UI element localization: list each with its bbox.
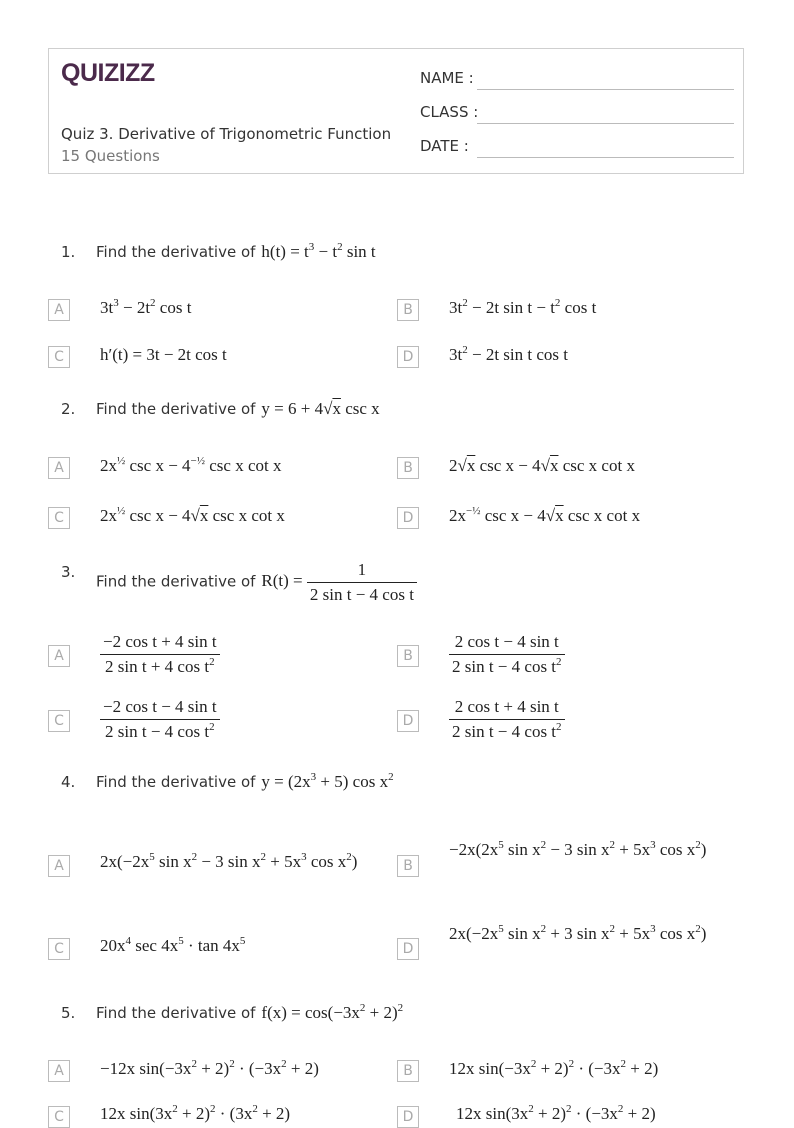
option-letter[interactable]: C	[48, 346, 70, 368]
name-line[interactable]	[477, 89, 734, 90]
name-label: NAME :	[420, 69, 474, 87]
question-prompt	[96, 558, 417, 607]
answer-option[interactable]: $-2x(2x^5$ $\sin x^2 - 3$ $\sin x^2 + 5x^3$ $\cos x^2$)	[449, 839, 707, 859]
option-letter[interactable]: D	[397, 710, 419, 732]
option-letter[interactable]: B	[397, 855, 419, 877]
name-field[interactable]	[420, 67, 734, 101]
option-letter[interactable]: D	[397, 507, 419, 529]
answer-option[interactable]: $20x^4$ $\sec 4x^5 \cdot \tan 4x^5$	[100, 935, 246, 955]
option-letter[interactable]: A	[48, 457, 70, 479]
question-prompt	[96, 242, 376, 262]
answer-option[interactable]: $2x^{\frac{1}{2}}$ $\csc x - 4^{-\frac{1}{2}}$ csc x cot x	[100, 455, 282, 475]
answer-option[interactable]: $3t^3 - 2t^2$ cos t	[100, 297, 192, 317]
date-line[interactable]	[477, 157, 734, 158]
option-letter[interactable]: A	[48, 1060, 70, 1082]
quiz-title: Quiz 3. Derivative of Trigonometric Function	[61, 125, 392, 143]
answer-option[interactable]: $3t^2 - 2t$ $\sin t - t^2$ cos t	[449, 297, 597, 317]
answer-option[interactable]: $2x^{\frac{1}{2}}$ csc x − 4√x csc x cot x	[100, 505, 285, 525]
option-letter[interactable]: A	[48, 855, 70, 877]
answer-option[interactable]: $2x(-2x^5$ $\sin x^2 - 3$ $\sin x^2 + 5x^3$ $\cos x^2$)	[100, 851, 358, 871]
math-expression: R(t) = $\frac{1}{\text{2 sin t − 4 cos t}}$	[261, 571, 417, 590]
math-expression: y = 6 + 4√x csc x	[261, 399, 380, 418]
question-number: 4.	[61, 773, 76, 791]
quizizz-logo: QUIZIZZ	[61, 59, 155, 87]
answer-option[interactable]: $\frac{\text{−2 cos t + 4 sin t}}{2 \sin t + 4 \cos t^2}$	[100, 630, 220, 679]
prompt-text: Find the derivative of	[96, 400, 256, 418]
answer-option[interactable]: $2x^{-\frac{1}{2}}$ csc x − 4√x csc x cot x	[449, 505, 641, 525]
math-expression: $f(x) = \cos(-3x^2 + 2)^2$	[261, 1002, 404, 1022]
option-letter[interactable]: C	[48, 710, 70, 732]
answer-option[interactable]: $3t^2 - 2t$ sin t cos t	[449, 344, 568, 364]
option-letter[interactable]: D	[397, 1106, 419, 1128]
answer-option[interactable]: $\frac{\text{−2 cos t − 4 sin t}}{2 \sin t - 4 \cos t^2}$	[100, 695, 220, 744]
option-letter[interactable]: A	[48, 299, 70, 321]
prompt-text: Find the derivative of	[96, 1004, 256, 1022]
question-prompt	[96, 1003, 403, 1023]
answer-option[interactable]: $2x(-2x^5$ $\sin x^2 + 3$ $\sin x^2 + 5x^3$ $\cos x^2$)	[449, 923, 707, 943]
option-letter[interactable]: A	[48, 645, 70, 667]
math-expression: $h(t) = t^3 - t^2$ sin t	[261, 241, 376, 261]
class-line[interactable]	[477, 123, 734, 124]
answer-option[interactable]: h′(t) = 3t − 2t cos t	[100, 345, 227, 364]
prompt-text: Find the derivative of	[96, 773, 256, 791]
answer-option[interactable]: 12x $\sin(-3x^2 + 2)^2 \cdot (-3x^2 + 2)$	[449, 1058, 659, 1078]
option-letter[interactable]: B	[397, 299, 419, 321]
date-field[interactable]	[420, 135, 734, 169]
prompt-text: Find the derivative of	[96, 243, 256, 261]
answer-option[interactable]: −12x $\sin(-3x^2 + 2)^2 \cdot (-3x^2 + 2)$	[100, 1058, 319, 1078]
date-label: DATE :	[420, 137, 469, 155]
option-letter[interactable]: B	[397, 457, 419, 479]
answer-option[interactable]: 12x $\sin(3x^2 + 2)^2 \cdot (3x^2 + 2)$	[100, 1103, 291, 1123]
option-letter[interactable]: B	[397, 1060, 419, 1082]
answer-option[interactable]: $\frac{\text{2 cos t + 4 sin t}}{2 \sin t - 4 \cos t^2}$	[449, 695, 565, 744]
option-letter[interactable]: D	[397, 346, 419, 368]
question-number: 5.	[61, 1004, 76, 1022]
option-letter[interactable]: B	[397, 645, 419, 667]
prompt-text: Find the derivative of	[96, 572, 256, 591]
answer-option[interactable]: 12x $\sin(3x^2 + 2)^2 \cdot (-3x^2 + 2)$	[456, 1103, 656, 1123]
option-letter[interactable]: C	[48, 938, 70, 960]
math-expression: $y = (2x^3 + 5)$ $\cos x^2$	[261, 771, 394, 791]
answer-option[interactable]: 2√x csc x − 4√x csc x cot x	[449, 456, 635, 475]
question-number: 3.	[61, 563, 76, 581]
question-prompt	[96, 772, 394, 792]
option-letter[interactable]: C	[48, 507, 70, 529]
student-fields	[420, 67, 734, 169]
class-label: CLASS :	[420, 103, 479, 121]
worksheet-header	[48, 48, 744, 174]
option-letter[interactable]: D	[397, 938, 419, 960]
question-prompt	[96, 399, 380, 419]
question-count: 15 Questions	[61, 147, 160, 165]
option-letter[interactable]: C	[48, 1106, 70, 1128]
class-field[interactable]	[420, 101, 734, 135]
answer-option[interactable]: $\frac{\text{2 cos t − 4 sin t}}{2 \sin t - 4 \cos t^2}$	[449, 630, 565, 679]
question-number: 1.	[61, 243, 76, 261]
question-number: 2.	[61, 400, 76, 418]
